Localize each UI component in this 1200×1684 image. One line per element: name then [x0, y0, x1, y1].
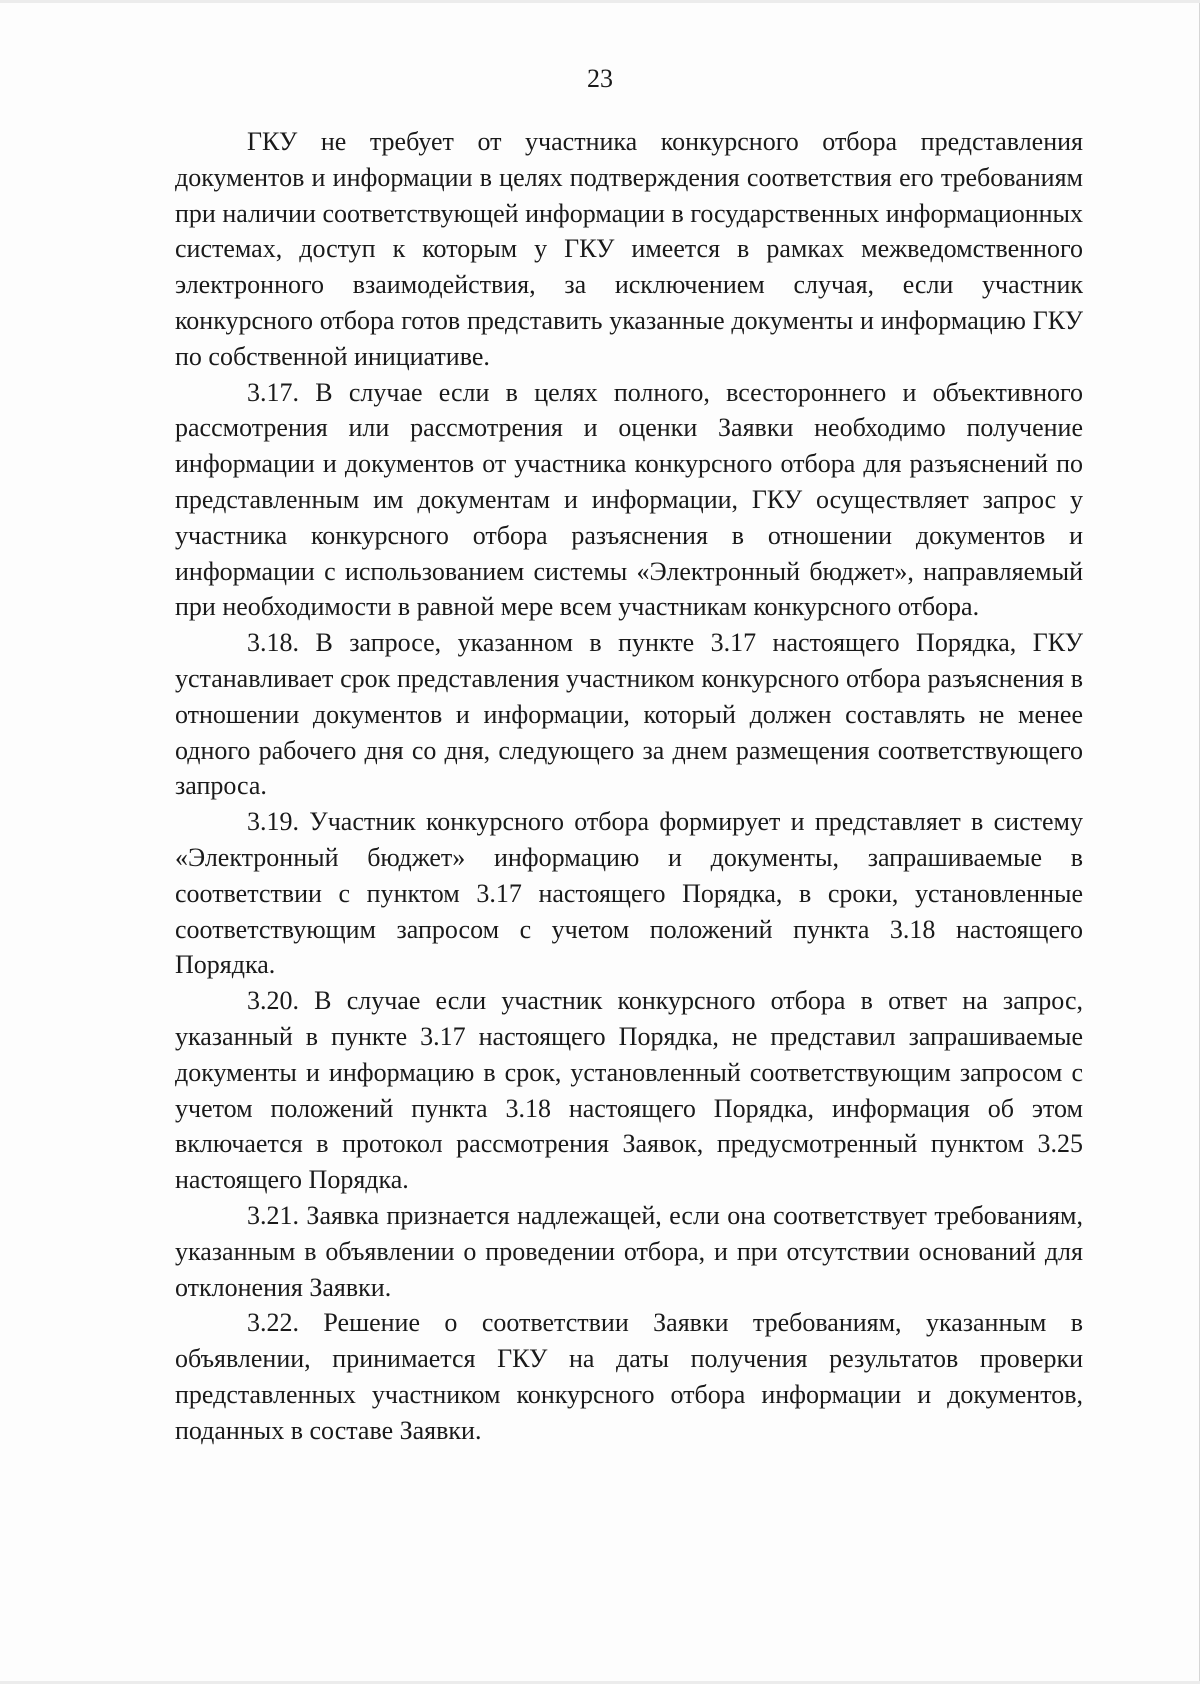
page-number: 23	[587, 64, 613, 93]
scan-edge-top	[0, 0, 1200, 3]
document-body	[175, 124, 1083, 1448]
paragraph-3-20: 3.20. В случае если участник конкурсного отбора в ответ на запрос, указанный в пункте 3.17 настоящего Порядка, не представил запрашиваемые документы и информацию в срок, установленный соответствующим запросом с учетом положений пункта 3.18 настоящего Порядка, информация об этом включается в протокол рассмотрения Заявок, предусмотренный пунктом 3.25 настоящего Порядка.	[175, 986, 1083, 1195]
paragraph-3-17: 3.17. В случае если в целях полного, всестороннего и объективного рассмотрения или рассмотрения и оценки Заявки необходимо получение информации и документов от участника конкурсного отбора для разъяснений по представленным им документам и информации, ГКУ осуществляет запрос у участника конкурсного отбора разъяснения в отношении документов и информации с использованием системы «Электронный бюджет», направляемый при необходимости в равной мере всем участникам конкурсного отбора.	[175, 377, 1083, 622]
paragraph-3-18: 3.18. В запросе, указанном в пункте 3.17 настоящего Порядка, ГКУ устанавливает срок представления участником конкурсного отбора разъяснения в отношении документов и информации, который должен составлять не менее одного рабочего дня со дня, следующего за днем размещения соответствующего запроса.	[175, 628, 1083, 801]
paragraph-3-22: 3.22. Решение о соответствии Заявки требованиям, указанным в объявлении, принимается ГКУ на даты получения результатов проверки представленных участником конкурсного отбора информации и документов, поданных в составе Заявки.	[175, 1308, 1083, 1445]
paragraph-gku-requirements: ГКУ не требует от участника конкурсного отбора представления документов и информации в целях подтверждения соответствия его требованиям при наличии соответствующей информации в государственных информационных системах, доступ к которым у ГКУ имеется в рамках межведомственного электронного взаимодействия, за исключением случая, если участник конкурсного отбора готов представить указанные документы и информацию ГКУ по собственной инициативе.	[175, 127, 1083, 371]
paragraph-3-21: 3.21. Заявка признается надлежащей, если она соответствует требованиям, указанным в объявлении о проведении отбора, и при отсутствии оснований для отклонения Заявки.	[175, 1200, 1083, 1302]
paragraph-3-19: 3.19. Участник конкурсного отбора формирует и представляет в систему «Электронный бюджет» информацию и документы, запрашиваемые в соответствии с пунктом 3.17 настоящего Порядка, в сроки, установленные соответствующим запросом с учетом положений пункта 3.18 настоящего Порядка.	[175, 807, 1083, 980]
